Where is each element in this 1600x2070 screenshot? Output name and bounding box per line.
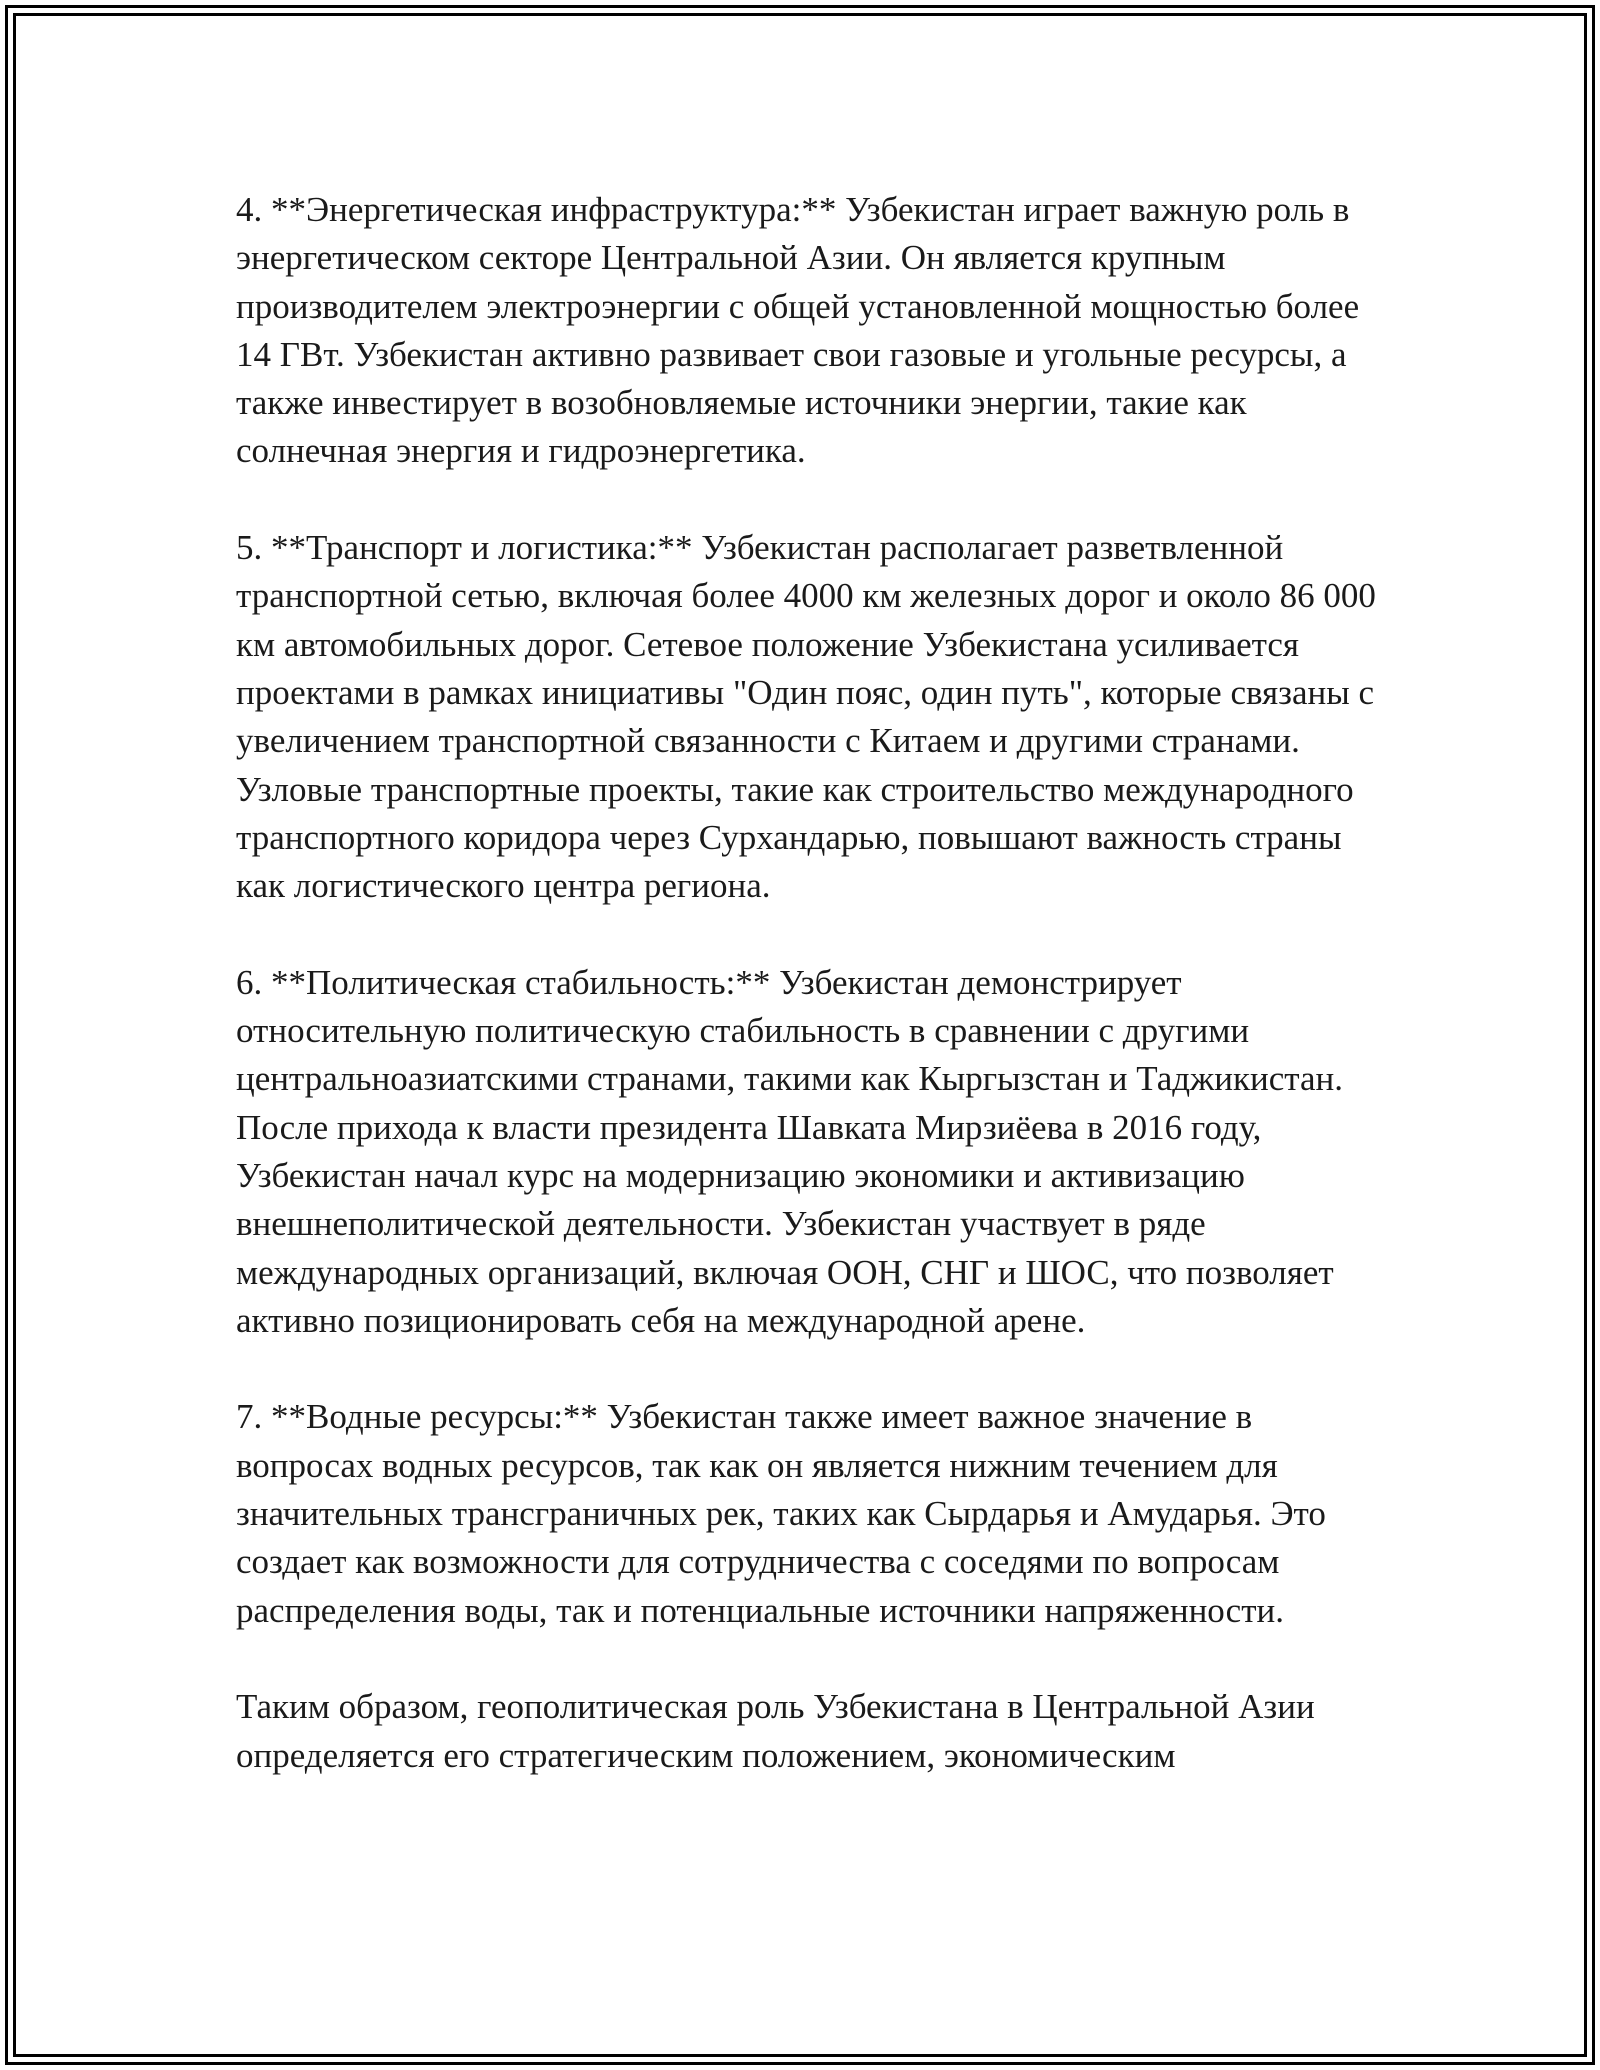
paragraph-political-stability: 6. **Политическая стабильность:** Узбекистан демонстрирует относительную политическую стабильность в сравнении с другими центральноазиатскими странами, такими как Кыргызстан и Таджикистан. После прихода к власти президента Шавката Мирзиёева в 2016 году, Узбекистан начал курс на модернизацию экономики и активизацию внешнеполитической деятельности. Узбекистан участвует в ряде международных организаций, включая ООН, СНГ и ШОС, что позволяет активно позиционировать себя на международной арене. (236, 962, 1343, 1340)
paragraph-transport-logistics: 5. **Транспорт и логистика:** Узбекистан располагает разветвленной транспортной сетью, включая более 4000 км железных дорог и около 86 000 км автомобильных дорог. Сетевое положение Узбекистана усиливается проектами в рамках инициативы "Один пояс, один путь", которые связаны с увеличением транспортной связанности с Китаем и другими странами. Узловые транспортные проекты, такие как строительство международного транспортного коридора через Сурхандарью, повышают важность страны как логистического центра региона. (236, 528, 1376, 906)
paragraph-energy-infrastructure: 4. **Энергетическая инфраструктура:** Узбекистан играет важную роль в энергетическом секторе Центральной Азии. Он является крупным производителем электроэнергии с общей установленной мощностью более 14 ГВт. Узбекистан активно развивает свои газовые и угольные ресурсы, а также инвестирует в возобновляемые источники энергии, такие как солнечная энергия и гидроэнергетика. (236, 190, 1360, 471)
paragraph-water-resources: 7. **Водные ресурсы:** Узбекистан также имеет важное значение в вопросах водных ресурсов, так как он является нижним течением для значительных трансграничных рек, таких как Сырдарья и Амударья. Это создает как возможности для сотрудничества с соседями по вопросам распределения воды, так и потенциальные источники напряженности. (236, 1397, 1326, 1630)
paragraph-conclusion: Таким образом, геополитическая роль Узбекистана в Центральной Азии определяется его стратегическим положением, экономическим (236, 1687, 1315, 1775)
document-body (236, 186, 1376, 1780)
